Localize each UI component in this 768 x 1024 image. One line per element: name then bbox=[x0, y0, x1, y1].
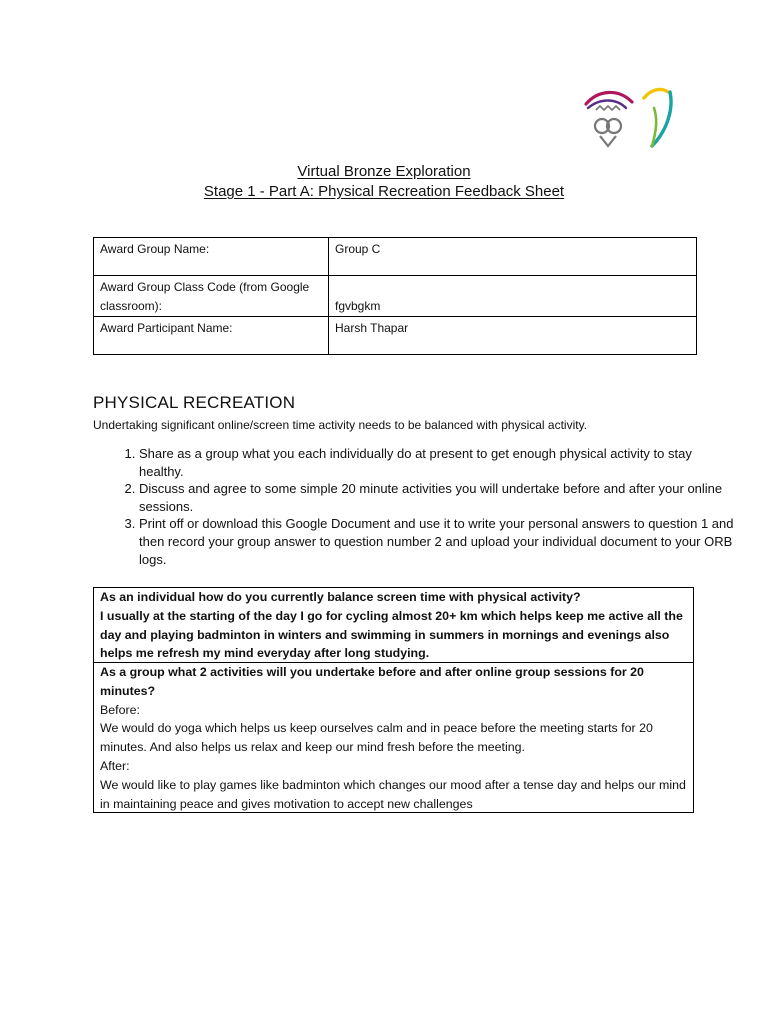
section-heading: PHYSICAL RECREATION bbox=[93, 393, 296, 412]
award-logo-icon bbox=[582, 84, 678, 152]
table-row bbox=[94, 317, 697, 355]
table-row bbox=[94, 276, 697, 317]
section-intro: Undertaking significant online/screen time activity needs to be balanced with physical activity. bbox=[93, 418, 588, 432]
group-name-label: Award Group Name: bbox=[94, 238, 329, 276]
question-1-answer: I usually at the starting of the day I go for cycling almost 20+ km which helps keep me active all the day and playing badminton in winters and swimming in summers in mornings and evenings also helps me refresh my mind everyday after long studying. bbox=[100, 608, 683, 661]
participant-name-label: Award Participant Name: bbox=[94, 317, 329, 355]
after-answer: We would like to play games like badminton which changes our mood after a tense day and helps our mind in maintaining peace and gives motivation to accept new challenges bbox=[100, 777, 686, 811]
after-label: After: bbox=[100, 758, 130, 773]
info-table bbox=[93, 237, 697, 355]
before-label: Before: bbox=[100, 702, 140, 717]
steps-list bbox=[93, 445, 739, 568]
question-1-text: As an individual how do you currently balance screen time with physical activity? bbox=[100, 590, 581, 604]
list-item: 1. Share as a group what you each individually do at present to get enough physical activity to stay healthy. bbox=[139, 445, 739, 480]
before-answer: We would do yoga which helps us keep ourselves calm and in peace before the meeting starts for 20 minutes. And also helps us relax and keep our mind fresh before the meeting. bbox=[100, 721, 653, 755]
list-item: 3. Print off or download this Google Document and use it to write your personal answers to question 1 and then record your group answer to question number 2 and upload your individual document to your ORB logs. bbox=[139, 515, 739, 568]
question-2-box bbox=[93, 662, 694, 813]
participant-name-value: Harsh Thapar bbox=[329, 317, 697, 355]
title-line-1: Virtual Bronze Exploration bbox=[297, 163, 471, 180]
document-title bbox=[0, 162, 768, 202]
group-name-value: Group C bbox=[329, 238, 697, 276]
question-2-text: As a group what 2 activities will you undertake before and after online group sessions for 20 minutes? bbox=[100, 665, 644, 698]
class-code-label: Award Group Class Code (from Google classroom): bbox=[94, 276, 329, 317]
class-code-cell bbox=[329, 276, 697, 317]
class-code-value: fgvbgkm bbox=[335, 299, 381, 313]
title-line-2: Stage 1 - Part A: Physical Recreation Feedback Sheet bbox=[203, 183, 565, 200]
list-item: 2. Discuss and agree to some simple 20 minute activities you will undertake before and after your online sessions. bbox=[139, 480, 739, 515]
table-row bbox=[94, 238, 697, 276]
question-1-box bbox=[93, 587, 694, 663]
